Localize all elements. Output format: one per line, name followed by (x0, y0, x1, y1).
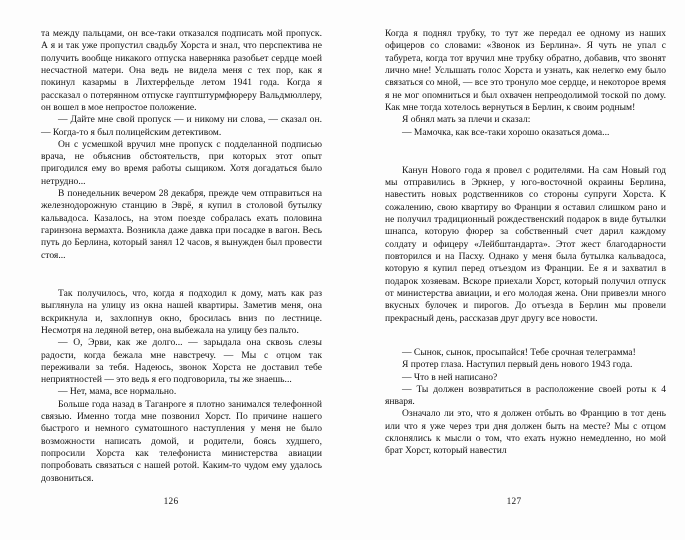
page-right (343, 0, 685, 540)
paragraph: — Дайте мне свой пропуск — и никому ни слова, — сказал он. — Когда-то я был полицейским детективом. (41, 114, 322, 138)
paragraph: — О, Эрви, как же долго... — зарыдала она сквозь слезы радости, когда бежала мне навстречу. — Мы с отцом так переживали за тебя. Надеюсь, звонок Хорста не доставил тебе неприятностей — это ведь я его подговорила, ты же знаешь... (41, 337, 322, 386)
paragraph: Так получилось, что, когда я подходил к дому, мать как раз выглянула на улицу из окна нашей квартиры. Заметив меня, она вскрикнула и, захлопнув окно, бросилась вниз по лестнице. Несмотря на ледяной ветер, она выбежала на улицу без пальто. (41, 287, 322, 336)
paragraph: — Ты должен возвратиться в расположение своей роты к 4 января. (385, 383, 666, 408)
paragraph: Я протер глаза. Наступил первый день нового 1943 года. (402, 359, 633, 371)
page-number: 126 (163, 497, 179, 507)
scene-break (385, 139, 666, 165)
paragraph: Он с усмешкой вручил мне пропуск с подделанной подписью врача, не объяснив обстоятельств, при которых этот опыт пригодился ему во время работы сыщиком. Хотя догадаться было нетрудно... (41, 138, 322, 187)
paragraph: Больше года назад в Таганроге я плотно занимался телефонной связью. Именно тогда мне позвонил Хорст. По причине нашего быстрого и немного суматошного наступления у меня не было возможности написать домой, и родители, боясь худшего, попросили Хорста как телефониста министерства авиации попробовать связаться с нашей ротой. Каким-то чудом ему удалось дозвониться. (41, 398, 322, 484)
paragraph: — Мамочка, как все-таки хорошо оказаться дома... (402, 126, 610, 138)
scene-break (41, 262, 322, 288)
paragraph: В понедельник вечером 28 декабря, прежде чем отправиться на железнодорожную станцию в Эврё, я купил в столовой бутылку кальвадоса. Казалось, на этом поезде собралась ехать половина гаринзона вермахта. Возникла даже давка при посадке в вагон. Весь путь до Берлина, который занял 12 часов, я вынужден был провести стоя... (41, 188, 322, 261)
paragraph: Когда я поднял трубку, то тут же передал ее одному из наших офицеров со словами: «Звонок из Берлина». Я чуть не упал с табурета, когда тот вручил мне трубку обратно, добавив, что звонят лично мне! Услышать голос Хорста и узнать, как нелегко ему было связаться со мной, — все это тронуло мое сердце, и некоторое время я не мог опомниться и был охвачен непреодолимой тоской по дому. Как мне тогда хотелось вернуться в Берлин, к своим родным! (385, 28, 666, 113)
paragraph: Означало ли это, что я должен отбыть во Францию в тот день или что я уже через три дня должен быть на месте? Мы с отцом склонялись к мысли о том, что ехать нужно немедленно, но мой брат Хорст, который навестил (385, 408, 666, 457)
paragraph: Канун Нового года я провел с родителями. На сам Новый год мы отправились в Эркнер, у юго-восточной окраины Берлина, навестить новых родственников со стороны супруги Хорста. К сожалению, свою квартиру во Франции я оставил слишком рано и не получил традиционный рождественский подарок в виде бутылки шнапса, которую фюрер за собственный счет дарил каждому солдату и офицеру «Лейбштандарта». Этот жест благодарности повторился и на Пасху. Однако у меня была бутылка кальвадоса, которую я купил перед отъездом из Франции. Ее я и захватил в подарок хозяевам. Вскоре приехали Хорст, который получил отпуск от министерства авиации, и его молодая жена. Они привезли много вкусных булочек и пирогов. До отъезда в Берлин мы провели прекрасный день, рассказав друг другу все новости. (385, 164, 666, 324)
paragraph: — Сынок, сынок, просыпайся! Тебе срочная телеграмма! (402, 346, 636, 358)
scene-break (385, 325, 666, 347)
page-number: 127 (506, 497, 522, 507)
page-right-textblock (385, 28, 666, 458)
page-left (0, 0, 342, 540)
page-left-textblock (41, 28, 322, 485)
paragraph: Я обнял мать за плечи и сказал: (402, 114, 531, 126)
paragraph: — Что в ней написано? (402, 371, 498, 383)
paragraph: та между пальцами, он все-таки отказался подписать мой пропуск. А я и так уже пропустил свадьбу Хорста и знал, что перспектива не получить вообще никакого отпуска наверняка разобьет сердце моей несчастной матери. Она ведь не видела меня с тех пор, как я покинул казармы в Лихтерфельде летом 1941 года. Когда я рассказал о потерянном отпуске гауптштурмфюреру Вальдмюллеру, он вошел в мое непростое положение. (41, 28, 322, 113)
paragraph: — Нет, мама, все нормально. (58, 386, 177, 398)
